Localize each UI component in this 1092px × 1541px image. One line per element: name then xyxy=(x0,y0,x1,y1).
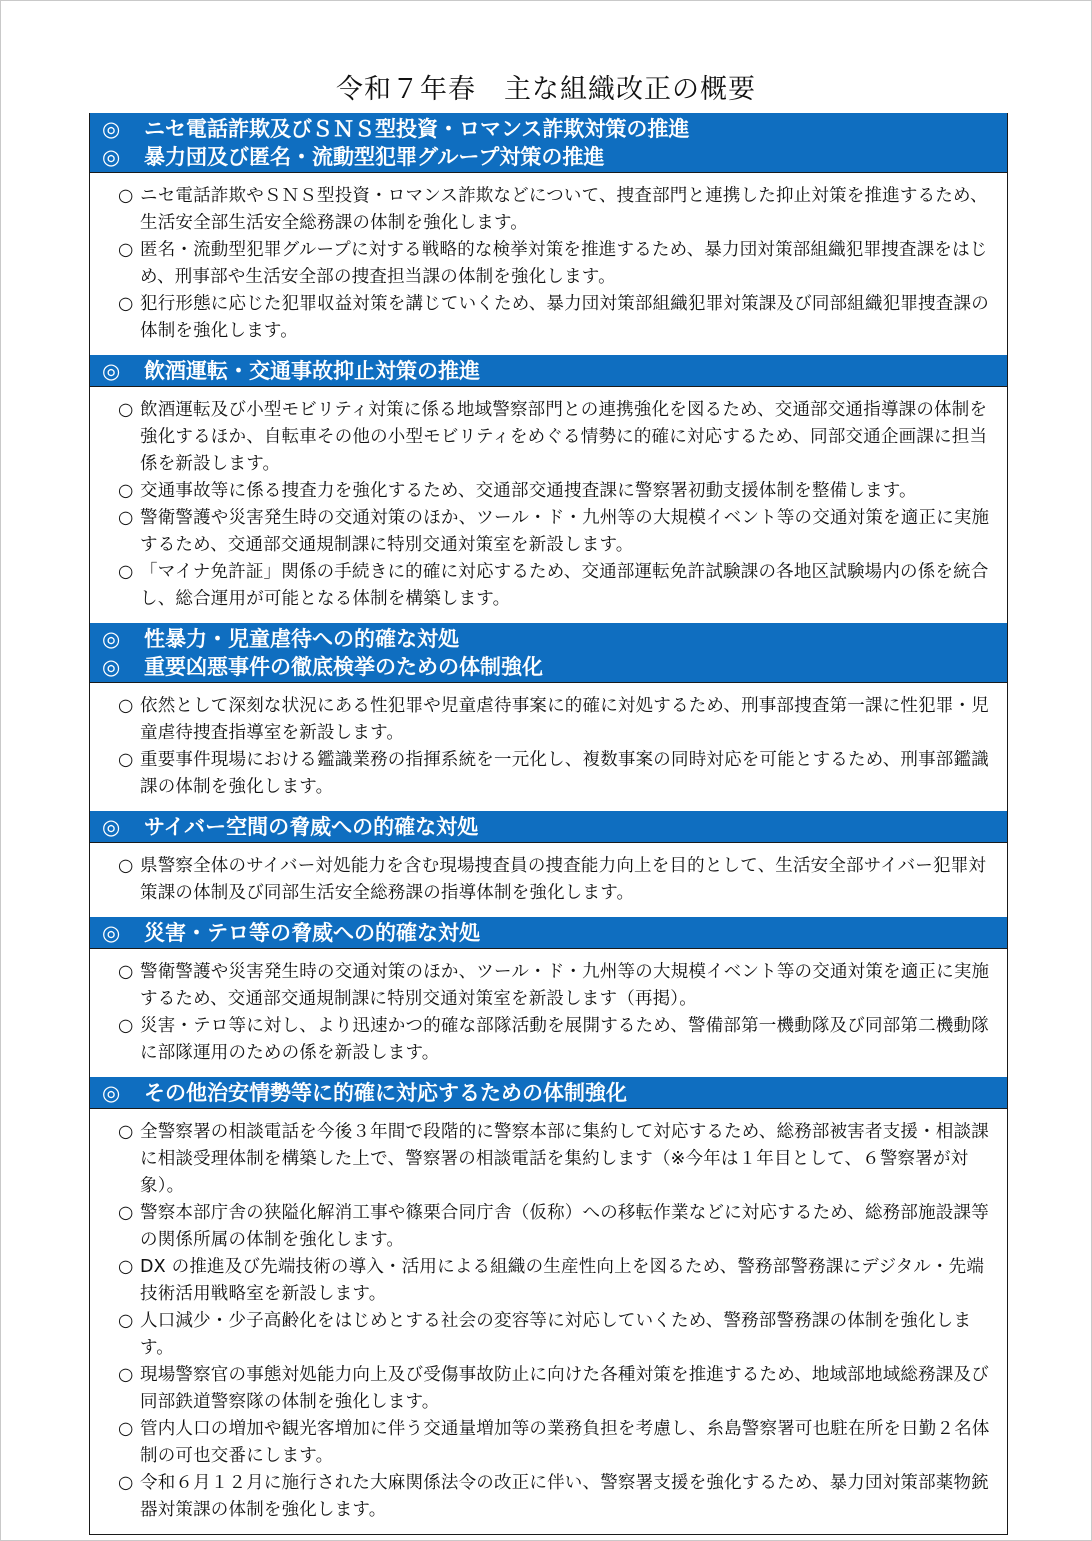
circle-bullet-icon: ○ xyxy=(118,1203,134,1223)
list-item xyxy=(118,1470,999,1524)
list-item-text: 管内人口の増加や観光客増加に伴う交通量増加等の業務負担を考慮し、糸島警察署可也駐在所を日勤２名体制の可也交番にします。 xyxy=(140,1419,990,1466)
list-item-text: 飲酒運転及び小型モビリティ対策に係る地域警察部門との連携強化を図るため、交通部交通指導課の体制を強化するほか、自転車その他の小型モビリティをめぐる情勢に的確に対応するため、同部交通企画課に担当係を新設します。 xyxy=(140,400,988,474)
section xyxy=(90,623,1007,811)
section-heading-text: 飲酒運転・交通事故抑止対策の推進 xyxy=(144,359,480,383)
section-body xyxy=(90,386,1007,623)
list-item-text: DX の推進及び先端技術の導入・活用による組織の生産性向上を図るため、警務部警務課にデジタル・先端技術活用戦略室を新設します。 xyxy=(140,1257,985,1304)
list-item xyxy=(118,1254,999,1308)
list-item-text: 全警察署の相談電話を今後３年間で段階的に警察本部に集約して対応するため、総務部被害者支援・相談課に相談受理体制を構築した上で、警察署の相談電話を集約します（※今年は１年目として、６警察署が対象）。 xyxy=(140,1122,989,1196)
page-title: 令和７年春 主な組織改正の概要 xyxy=(336,74,756,105)
section-body xyxy=(90,1108,1007,1534)
section-heading-text: その他治安情勢等に的確に対応するための体制強化 xyxy=(144,1081,627,1105)
list-item-text: 「マイナ免許証」関係の手続きに的確に対応するため、交通部運転免許試験課の各地区試験場内の係を統合し、総合運用が可能となる体制を構築します。 xyxy=(140,562,989,609)
list-item xyxy=(118,1362,999,1416)
section xyxy=(90,355,1007,623)
circle-bullet-icon: ○ xyxy=(118,696,134,716)
list-item-text: 令和６月１２月に施行された大麻関係法令の改正に伴い、警察署支援を強化するため、暴力団対策部薬物銃器対策課の体制を強化します。 xyxy=(140,1473,989,1520)
list-item xyxy=(118,478,999,505)
section-heading-text: ニセ電話詐欺及びＳＮＳ型投資・ロマンス詐欺対策の推進 xyxy=(144,117,690,141)
section-heading xyxy=(102,357,1007,385)
circle-bullet-icon: ○ xyxy=(118,1016,134,1036)
section-header xyxy=(90,917,1007,948)
list-item-text: 警察本部庁舎の狭隘化解消工事や篠栗合同庁舎（仮称）への移転作業などに対応するため、総務部施設課等の関係所属の体制を強化します。 xyxy=(140,1203,989,1250)
list-item xyxy=(118,1308,999,1362)
list-item xyxy=(118,1416,999,1470)
section-header xyxy=(90,113,1007,172)
circle-bullet-icon: ○ xyxy=(118,1311,134,1331)
section-heading xyxy=(102,919,1007,947)
list-item xyxy=(118,505,999,559)
list-item xyxy=(118,1013,999,1067)
circle-bullet-icon: ○ xyxy=(118,962,134,982)
circle-bullet-icon: ○ xyxy=(118,400,134,420)
section xyxy=(90,917,1007,1077)
double-circle-icon: ◎ xyxy=(102,921,121,945)
section-heading xyxy=(102,1079,1007,1107)
section-heading xyxy=(102,625,1007,653)
circle-bullet-icon: ○ xyxy=(118,856,134,876)
section-header xyxy=(90,1077,1007,1108)
list-item-text: 交通事故等に係る捜査力を強化するため、交通部交通捜査課に警察署初動支援体制を整備します。 xyxy=(140,481,917,501)
circle-bullet-icon: ○ xyxy=(118,294,134,314)
double-circle-icon: ◎ xyxy=(102,815,121,839)
double-circle-icon: ◎ xyxy=(102,627,121,651)
list-item xyxy=(118,693,999,747)
list-item-text: 依然として深刻な状況にある性犯罪や児童虐待事案に的確に対処するため、刑事部捜査第一課に性犯罪・児童虐待捜査指導室を新設します。 xyxy=(140,696,989,743)
list-item xyxy=(118,747,999,801)
section-heading-text: 性暴力・児童虐待への的確な対処 xyxy=(144,627,459,651)
list-item-text: 重要事件現場における鑑識業務の指揮系統を一元化し、複数事案の同時対応を可能とするため、刑事部鑑識課の体制を強化します。 xyxy=(140,750,989,797)
list-item xyxy=(118,397,999,478)
section-body xyxy=(90,948,1007,1077)
section-header xyxy=(90,355,1007,386)
list-item-text: 警衛警護や災害発生時の交通対策のほか、ツール・ド・九州等の大規模イベント等の交通対策を適正に実施するため、交通部交通規制課に特別交通対策室を新設します（再掲）。 xyxy=(140,962,990,1009)
list-item xyxy=(118,559,999,613)
section-heading xyxy=(102,143,1007,171)
list-item-text: 現場警察官の事態対処能力向上及び受傷事故防止に向けた各種対策を推進するため、地域部地域総務課及び同部鉄道警察隊の体制を強化します。 xyxy=(140,1365,989,1412)
list-item-text: 警衛警護や災害発生時の交通対策のほか、ツール・ド・九州等の大規模イベント等の交通対策を適正に実施するため、交通部交通規制課に特別交通対策室を新設します。 xyxy=(140,508,990,555)
double-circle-icon: ◎ xyxy=(102,145,121,169)
section-heading-text: 暴力団及び匿名・流動型犯罪グループ対策の推進 xyxy=(144,145,605,169)
list-item-text: 県警察全体のサイバー対処能力を含む現場捜査員の捜査能力向上を目的として、生活安全部サイバー犯罪対策課の体制及び同部生活安全総務課の指導体制を強化します。 xyxy=(140,856,987,903)
circle-bullet-icon: ○ xyxy=(118,1257,134,1277)
list-item xyxy=(118,1119,999,1200)
circle-bullet-icon: ○ xyxy=(118,562,134,582)
list-item xyxy=(118,237,999,291)
double-circle-icon: ◎ xyxy=(102,117,121,141)
list-item-text: 犯行形態に応じた犯罪収益対策を講じていくため、暴力団対策部組織犯罪対策課及び同部組織犯罪捜査課の体制を強化します。 xyxy=(140,294,989,341)
circle-bullet-icon: ○ xyxy=(118,1365,134,1385)
list-item-text: 災害・テロ等に対し、より迅速かつ的確な部隊活動を展開するため、警備部第一機動隊及び同部第二機動隊に部隊運用のための係を新設します。 xyxy=(140,1016,989,1063)
section-header xyxy=(90,811,1007,842)
section-heading xyxy=(102,653,1007,681)
circle-bullet-icon: ○ xyxy=(118,1122,134,1142)
section xyxy=(90,113,1007,355)
section-body xyxy=(90,682,1007,811)
list-item xyxy=(118,183,999,237)
section-heading-text: 重要凶悪事件の徹底検挙のための体制強化 xyxy=(144,655,543,679)
section-heading-text: 災害・テロ等の脅威への的確な対処 xyxy=(144,921,480,945)
section-heading xyxy=(102,115,1007,143)
double-circle-icon: ◎ xyxy=(102,359,121,383)
circle-bullet-icon: ○ xyxy=(118,508,134,528)
list-item xyxy=(118,853,999,907)
section-heading xyxy=(102,813,1007,841)
section-body xyxy=(90,172,1007,355)
circle-bullet-icon: ○ xyxy=(118,1473,134,1493)
section xyxy=(90,811,1007,917)
list-item xyxy=(118,291,999,345)
circle-bullet-icon: ○ xyxy=(118,750,134,770)
circle-bullet-icon: ○ xyxy=(118,481,134,501)
section-heading-text: サイバー空間の脅威への的確な対処 xyxy=(144,815,479,839)
double-circle-icon: ◎ xyxy=(102,655,121,679)
circle-bullet-icon: ○ xyxy=(118,186,134,206)
list-item-text: ニセ電話詐欺やＳＮＳ型投資・ロマンス詐欺などについて、捜査部門と連携した抑止対策を推進するため、生活安全部生活安全総務課の体制を強化します。 xyxy=(140,186,988,233)
section-body xyxy=(90,842,1007,917)
overview-table xyxy=(89,113,1008,1535)
list-item-text: 匿名・流動型犯罪グループに対する戦略的な検挙対策を推進するため、暴力団対策部組織犯罪捜査課をはじめ、刑事部や生活安全部の捜査担当課の体制を強化します。 xyxy=(140,240,988,287)
list-item xyxy=(118,1200,999,1254)
section-header xyxy=(90,623,1007,682)
section xyxy=(90,1077,1007,1534)
list-item-text: 人口減少・少子高齢化をはじめとする社会の変容等に対応していくため、警務部警務課の体制を強化します。 xyxy=(140,1311,972,1358)
list-item xyxy=(118,959,999,1013)
circle-bullet-icon: ○ xyxy=(118,240,134,260)
circle-bullet-icon: ○ xyxy=(118,1419,134,1439)
double-circle-icon: ◎ xyxy=(102,1081,121,1105)
